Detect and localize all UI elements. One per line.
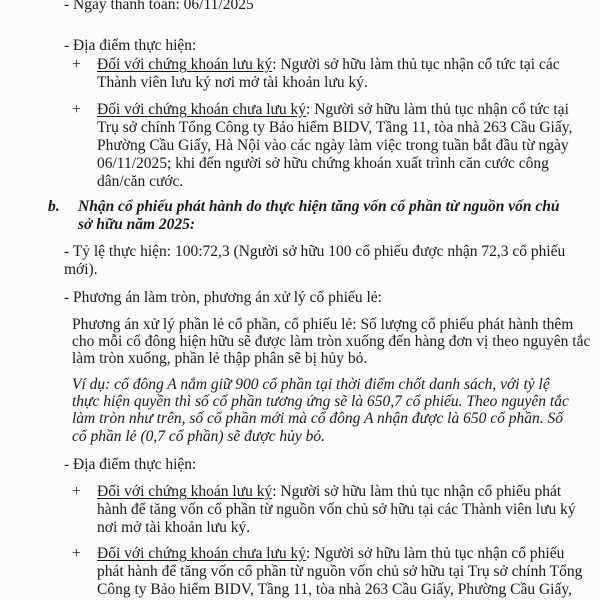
bullet-text: : Người sở hữu làm thủ tục nhận cổ phiếu phát bbox=[272, 483, 562, 500]
bullet-line bbox=[97, 545, 564, 562]
bullet-line bbox=[97, 56, 560, 73]
ratio-line: mới). bbox=[64, 261, 98, 278]
section-label: b. bbox=[48, 198, 60, 215]
underlined-label: Đối với chứng khoán lưu ký bbox=[97, 56, 273, 73]
paragraph-line: cổ phần lẻ (0,7 cổ phần) sẽ được hủy bỏ. bbox=[72, 428, 326, 445]
underlined-label: Đối với chứng khoán chưa lưu ký bbox=[97, 545, 307, 562]
underlined-label: Đối với chứng khoán lưu ký bbox=[97, 483, 273, 500]
ratio-line: - Tỷ lệ thực hiện: 100:72,3 (Người sở hữu 100 cổ phiếu được nhận 72,3 cổ phiếu bbox=[64, 243, 566, 260]
paragraph-line: làm tròn như trên, số cổ phần mới mà cổ đông A nhận được là 650 cổ phần. Số bbox=[72, 410, 563, 427]
bullet-line: Thành viên lưu ký nơi mở tài khoản lưu ký. bbox=[97, 74, 368, 91]
bullet-line: hành để tăng vốn cổ phần từ nguồn vốn chủ sở hữu tại các Thành viên lưu ký bbox=[97, 501, 576, 518]
paragraph-line: cho mỗi cổ đông hiện hữu sẽ được làm tròn xuống đến hàng đơn vị theo nguyên tắc bbox=[72, 333, 591, 350]
paragraph-line: Phương án xử lý phần lẻ cổ phần, cổ phiếu lẻ: Số lượng cổ phiếu phát hành thêm bbox=[72, 316, 574, 333]
location-heading: - Địa điểm thực hiện: bbox=[64, 37, 197, 54]
paragraph-line: thực hiện quyền thì số cổ phần tương ứng sẽ là 650,7 cổ phiếu. Theo nguyên tắc bbox=[72, 393, 569, 410]
rounding-heading: - Phương án làm tròn, phương án xử lý cổ phiếu lẻ: bbox=[64, 289, 382, 306]
underlined-label: Đối với chứng khoán chưa lưu ký bbox=[97, 101, 307, 118]
bullet-line: nơi mở tài khoản lưu ký. bbox=[97, 519, 251, 536]
paragraph-line: Ví dụ: cổ đông A nắm giữ 900 cổ phần tại thời điểm chốt danh sách, với tỷ lệ bbox=[72, 376, 550, 393]
bullet-plus: + bbox=[72, 101, 81, 118]
section-title-line: sở hữu năm 2025: bbox=[78, 216, 196, 233]
section-title-line: Nhận cổ phiếu phát hành do thực hiện tăng vốn cổ phần từ nguồn vốn chủ bbox=[78, 198, 560, 215]
bullet-line: phát hành để tăng vốn cổ phần từ nguồn vốn chủ sở hữu tại Trụ sở chính Tổng bbox=[97, 563, 583, 580]
bullet-line: 06/11/2025; khi đến người sở hữu chứng khoán xuất trình căn cước công bbox=[97, 155, 549, 172]
bullet-text: : Người sở hữu làm thủ tục nhận cổ tức tại bbox=[306, 101, 569, 118]
bullet-plus: + bbox=[72, 56, 81, 73]
bullet-line bbox=[97, 483, 561, 500]
bullet-line: Công ty Bảo hiểm BIDV, Tầng 11, tòa nhà 263 Cầu Giấy, Phường Cầu Giấy, bbox=[97, 581, 572, 598]
bullet-plus: + bbox=[72, 483, 81, 500]
bullet-line: Phường Cầu Giấy, Hà Nội vào các ngày làm việc trong tuần bắt đầu từ ngày bbox=[97, 137, 569, 154]
bullet-line: dân/căn cước. bbox=[97, 173, 184, 190]
bullet-line bbox=[97, 101, 569, 118]
bullet-text: : Người sở hữu làm thủ tục nhận cổ phiếu bbox=[306, 545, 565, 562]
paragraph-line: làm tròn xuống, phần lẻ thập phân sẽ bị hủy bỏ. bbox=[72, 350, 368, 367]
payment-date-line: - Ngày thanh toán: 06/11/2025 bbox=[64, 0, 254, 13]
bullet-line: Trụ sở chính Tổng Công ty Bảo hiểm BIDV, Tầng 11, tòa nhà 263 Cầu Giấy, bbox=[97, 119, 573, 136]
bullet-text: : Người sở hữu làm thủ tục nhận cổ tức tại các bbox=[272, 56, 560, 73]
bullet-plus: + bbox=[72, 545, 81, 562]
location-heading: - Địa điểm thực hiện: bbox=[64, 456, 197, 473]
